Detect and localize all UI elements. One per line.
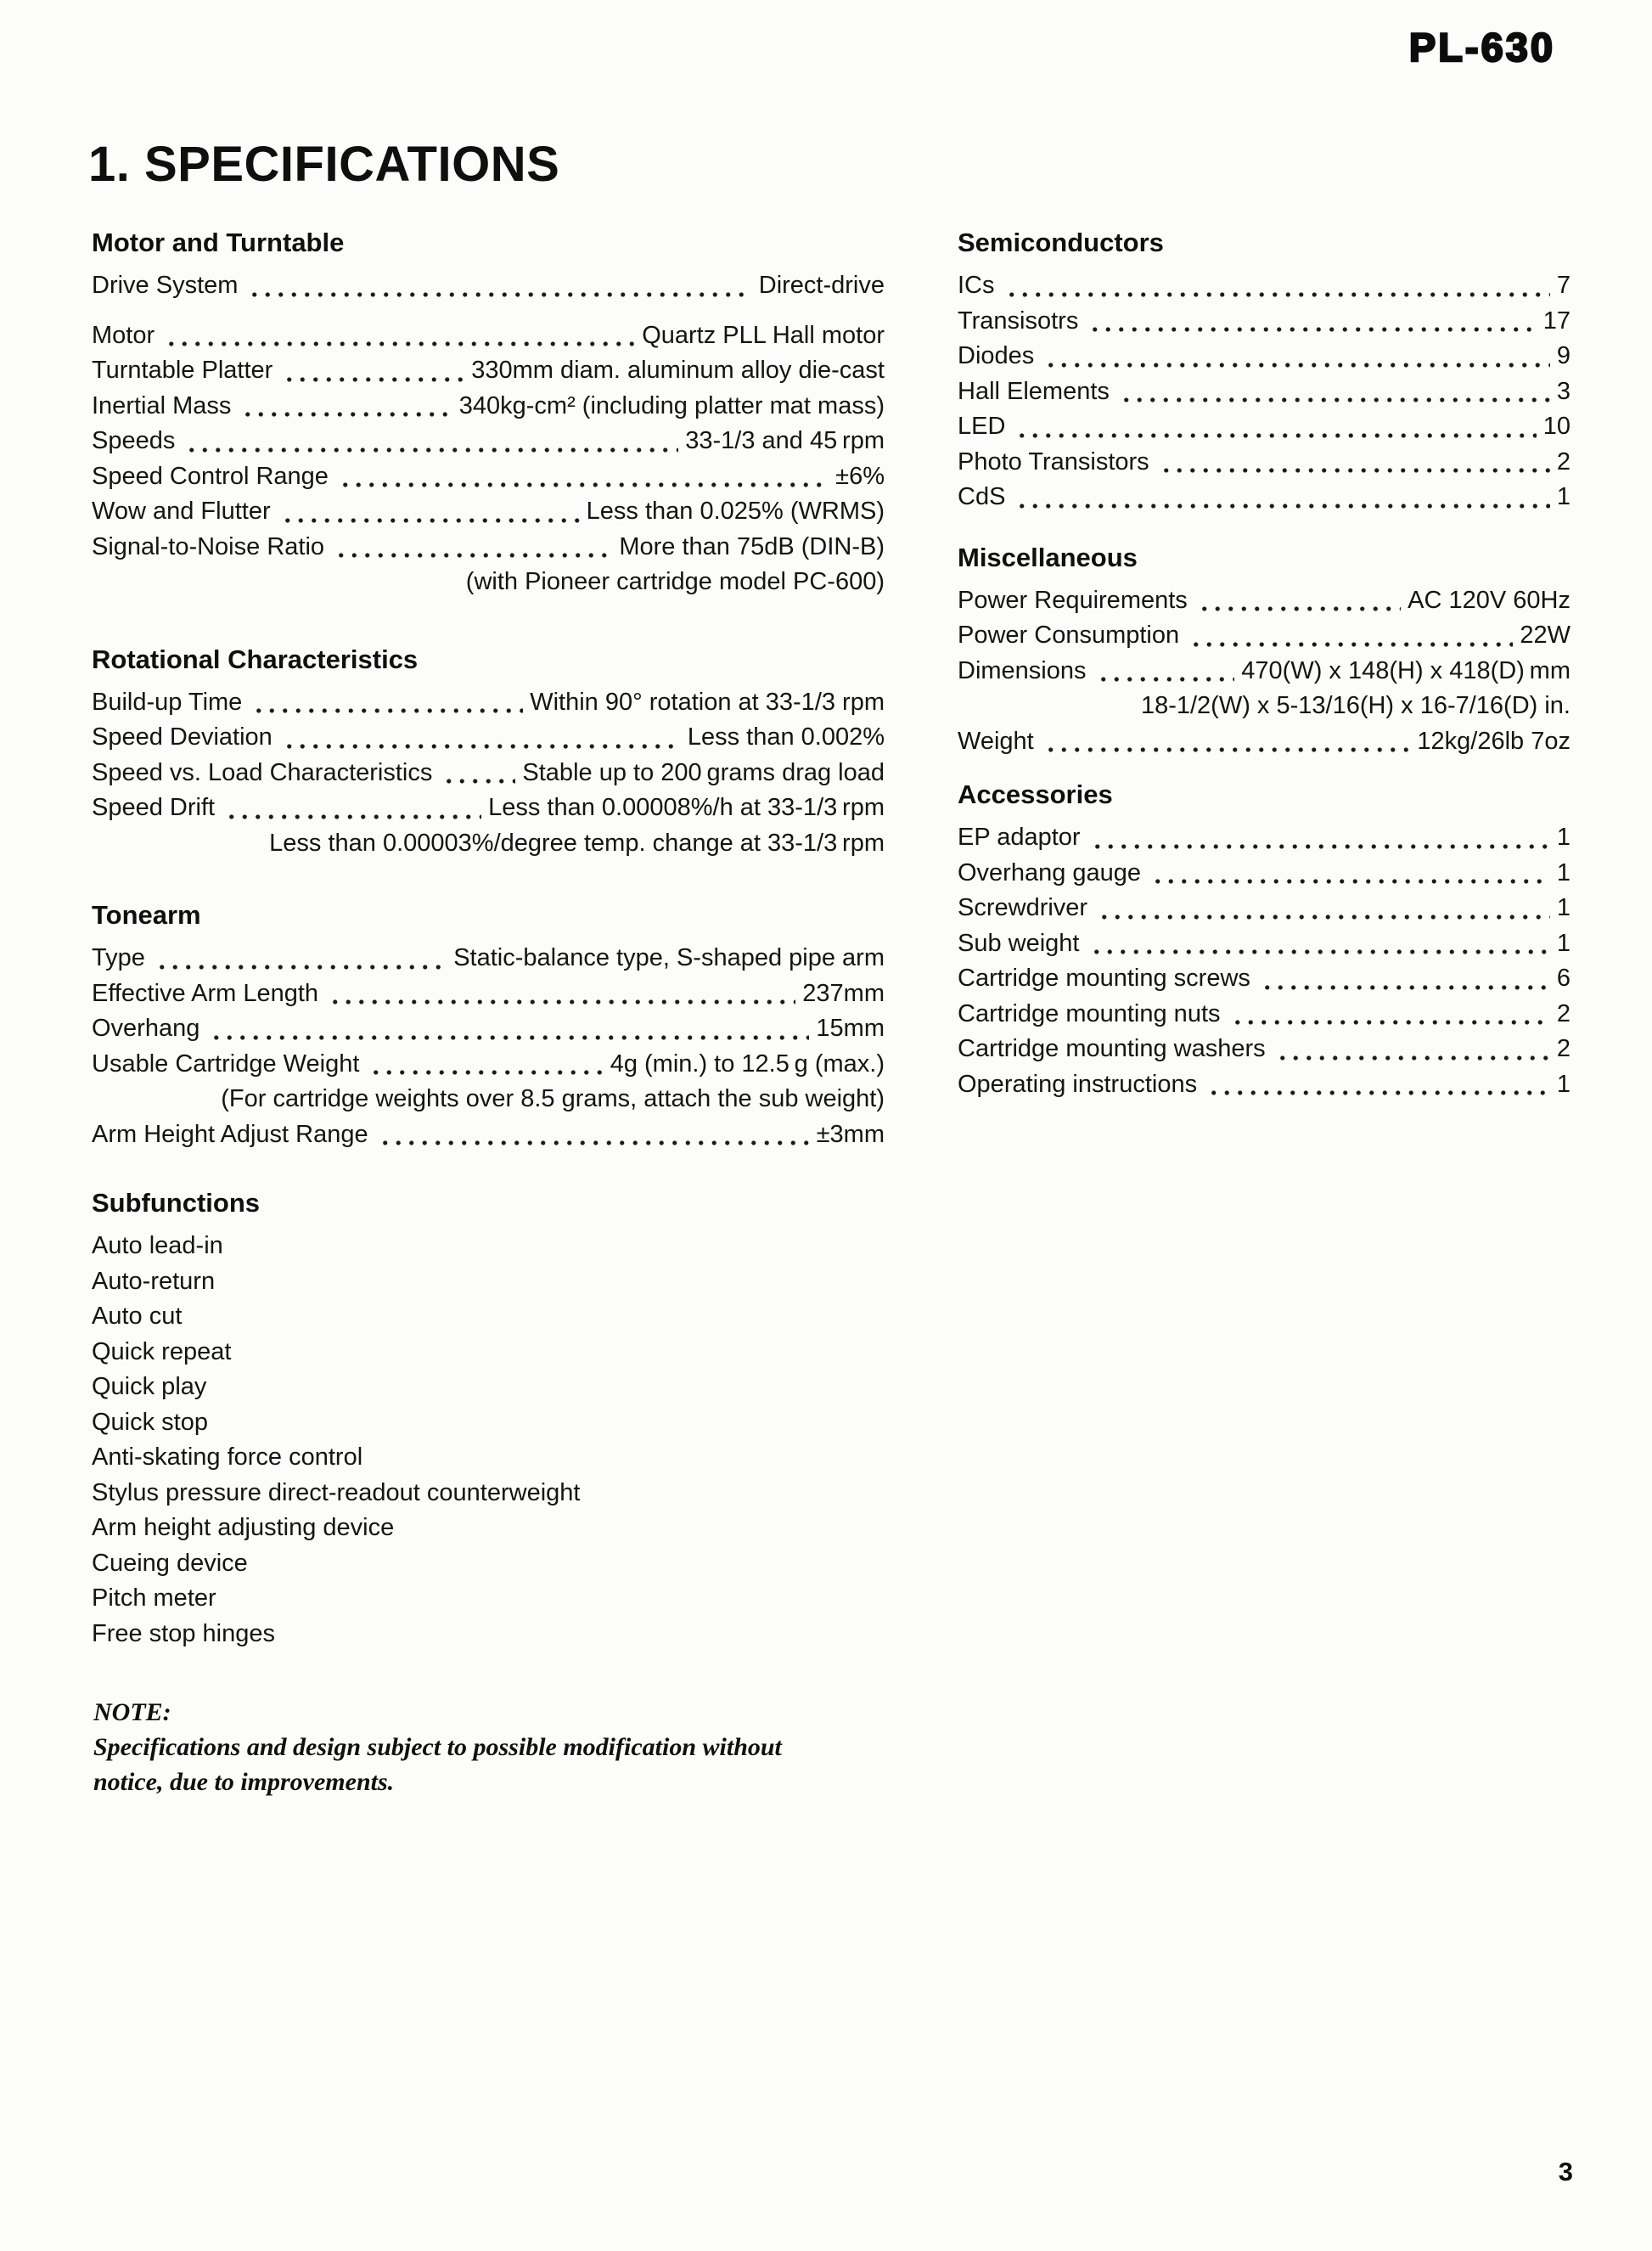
spec-row: [958, 654, 1571, 689]
dot-leader-icon: [1188, 618, 1513, 654]
spec-label: Cartridge mounting washers: [958, 1035, 1266, 1062]
dot-leader-icon: [1259, 961, 1550, 997]
spec-value: 1: [1556, 483, 1571, 510]
subfunction-item: Anti-skating force control: [92, 1443, 363, 1471]
dot-leader-icon: [1087, 304, 1536, 340]
section-accessories: [958, 779, 1571, 1102]
spec-row: [92, 1117, 885, 1153]
subfunction-item: Auto lead-in: [92, 1232, 223, 1259]
spec-row: [92, 424, 885, 459]
dot-leader-icon: [1196, 583, 1401, 619]
spec-row: [92, 530, 885, 566]
right-column: [958, 228, 1571, 1102]
spec-row: [958, 409, 1571, 445]
dot-leader-icon: [1118, 374, 1550, 410]
spec-value: 22W: [1520, 622, 1571, 649]
section-heading: Motor and Turntable: [92, 228, 345, 257]
spec-label: Drive System: [92, 272, 239, 299]
subfunction-item: Cueing device: [92, 1549, 248, 1577]
dot-leader-icon: [250, 685, 523, 721]
spec-value: Less than 0.025% (WRMS): [586, 498, 885, 525]
spec-value-continuation: (For cartridge weights over 8.5 grams, attach the sub weight): [221, 1085, 885, 1112]
subfunction-item: Pitch meter: [92, 1584, 216, 1612]
spec-value: AC 120V 60Hz: [1408, 586, 1571, 614]
spec-row: [958, 997, 1571, 1033]
section-heading: Accessories: [958, 779, 1113, 809]
spec-row: [958, 926, 1571, 962]
spec-label: Sub weight: [958, 929, 1080, 957]
spec-label: Speed Deviation: [92, 723, 273, 751]
spec-value: 15mm: [816, 1015, 885, 1042]
spec-label: Diodes: [958, 342, 1035, 369]
spec-row: [92, 389, 885, 425]
spec-row: [92, 1011, 885, 1047]
spec-value-continuation: Less than 0.00003%/degree temp. change at 33-1/3 rpm: [269, 829, 885, 857]
page-number: 3: [1558, 2157, 1574, 2186]
spec-label: Signal-to-Noise Ratio: [92, 532, 325, 560]
dot-leader-icon: [1095, 654, 1235, 689]
section-rotational-characteristics: [92, 644, 885, 862]
spec-value: Within 90° rotation at 33-1/3 rpm: [530, 688, 885, 716]
spec-row: [958, 891, 1571, 926]
subfunction-item: Free stop hinges: [92, 1619, 276, 1647]
spec-value-continuation: (with Pioneer cartridge model PC-600): [465, 568, 885, 595]
spec-label: Speed Drift: [92, 794, 216, 821]
dot-leader-icon: [327, 976, 795, 1012]
spec-value: 237mm: [802, 979, 885, 1007]
dot-leader-icon: [163, 318, 635, 354]
note-heading: NOTE:: [93, 1698, 171, 1726]
section-rows: [958, 820, 1571, 1102]
spec-row: [958, 1032, 1571, 1067]
section-rows: [92, 685, 885, 862]
spec-label: Cartridge mounting nuts: [958, 999, 1221, 1027]
dot-leader-icon: [377, 1117, 810, 1153]
spec-row: [958, 445, 1571, 481]
spec-row: [958, 1067, 1571, 1103]
spec-value: More than 75dB (DIN-B): [619, 532, 885, 560]
spec-label: LED: [958, 413, 1006, 440]
note-body: [93, 1730, 925, 1799]
spec-label: Overhang gauge: [958, 858, 1142, 886]
spec-label: ICs: [958, 272, 995, 299]
spec-value: 1: [1556, 929, 1571, 957]
spec-label: Speed vs. Load Characteristics: [92, 758, 433, 786]
dot-leader-icon: [239, 389, 452, 425]
dot-leader-icon: [1149, 856, 1550, 892]
subfunction-item: Stylus pressure direct-readout counterweight: [92, 1478, 581, 1506]
spec-row: [958, 961, 1571, 997]
spec-value: 10: [1542, 413, 1571, 440]
model-logo: PL-630: [1408, 25, 1555, 70]
dot-leader-icon: [1096, 891, 1550, 926]
spec-label: Hall Elements: [958, 377, 1110, 405]
spec-label: Speeds: [92, 427, 176, 454]
spec-label: Power Consumption: [958, 622, 1180, 649]
dot-leader-icon: [1042, 339, 1550, 374]
spec-value: 4g (min.) to 12.5 g (max.): [610, 1050, 885, 1078]
spec-value: 1: [1556, 858, 1571, 886]
spec-value: Quartz PLL Hall motor: [642, 321, 885, 349]
spec-row: [958, 583, 1571, 619]
section-rows: [92, 268, 885, 600]
spec-row: [92, 353, 885, 389]
spec-row: [958, 820, 1571, 856]
spec-row: [92, 268, 885, 304]
spec-value: 470(W) x 148(H) x 418(D) mm: [1241, 656, 1571, 684]
spec-label: Inertial Mass: [92, 391, 232, 419]
dot-leader-icon: [441, 756, 515, 791]
spec-value: ±6%: [835, 462, 885, 490]
section-rows: [92, 1229, 885, 1652]
spec-value: Stable up to 200 grams drag load: [522, 758, 885, 786]
subfunction-item: Quick play: [92, 1373, 207, 1400]
section-heading: Subfunctions: [92, 1188, 261, 1218]
dot-leader-icon: [1089, 820, 1550, 856]
spec-row: [958, 304, 1571, 340]
spec-value-continuation: 18-1/2(W) x 5-13/16(H) x 16-7/16(D) in.: [1140, 692, 1571, 719]
spec-value: Static-balance type, S-shaped pipe arm: [453, 944, 885, 971]
dot-leader-icon: [1003, 268, 1550, 304]
section-subfunctions: [92, 1188, 885, 1652]
section-semiconductors: [958, 228, 1571, 515]
spec-row: [958, 374, 1571, 410]
spec-row: [92, 685, 885, 721]
spec-label: Screwdriver: [958, 894, 1088, 921]
dot-leader-icon: [1205, 1067, 1550, 1103]
dot-leader-icon: [1274, 1032, 1550, 1067]
spec-value: 2: [1556, 447, 1571, 476]
spec-row: [958, 618, 1571, 654]
spec-value: Less than 0.00008%/h at 33-1/3 rpm: [488, 794, 885, 821]
spec-row: [958, 339, 1571, 374]
spec-row: [92, 1047, 885, 1083]
spec-value: 6: [1556, 965, 1571, 992]
spec-value: 3: [1556, 377, 1571, 405]
dot-leader-icon: [1014, 480, 1549, 515]
dot-leader-icon: [1088, 926, 1550, 962]
spec-label: Type: [92, 944, 145, 971]
section-tonearm: [92, 900, 885, 1152]
spec-row: [958, 724, 1571, 760]
spec-label: Speed Control Range: [92, 462, 329, 490]
dot-leader-icon: [1014, 409, 1536, 445]
spec-label: Photo Transistors: [958, 447, 1149, 476]
section-rows: [92, 941, 885, 1152]
spec-value: Direct-drive: [758, 272, 885, 299]
spec-label: Usable Cartridge Weight: [92, 1050, 360, 1078]
dot-leader-icon: [368, 1047, 603, 1083]
note: [93, 1695, 925, 1799]
spec-value: 330mm diam. aluminum alloy die-cast: [471, 357, 885, 384]
subfunction-item: Auto cut: [92, 1303, 183, 1330]
dot-leader-icon: [154, 941, 447, 976]
spec-label: Build-up Time: [92, 688, 243, 716]
spec-row: [958, 856, 1571, 892]
dot-leader-icon: [281, 720, 681, 756]
dot-leader-icon: [183, 424, 678, 459]
dot-leader-icon: [1158, 445, 1550, 481]
spec-row: [92, 976, 885, 1012]
section-rows: [958, 268, 1571, 515]
subfunction-item: Quick stop: [92, 1408, 208, 1436]
dot-leader-icon: [208, 1011, 809, 1047]
spec-value: 1: [1556, 824, 1571, 851]
note-line: notice, due to improvements.: [93, 1768, 395, 1796]
spec-label: Wow and Flutter: [92, 498, 271, 525]
spec-row: [92, 318, 885, 354]
spec-value: 9: [1556, 342, 1571, 369]
dot-leader-icon: [337, 459, 829, 495]
spec-label: Motor: [92, 321, 155, 349]
dot-leader-icon: [223, 791, 481, 826]
spec-label: Cartridge mounting screws: [958, 965, 1250, 992]
spec-row: [92, 459, 885, 495]
dot-leader-icon: [333, 530, 612, 566]
spec-label: Operating instructions: [958, 1070, 1198, 1098]
spec-label: CdS: [958, 483, 1006, 510]
dot-leader-icon: [246, 268, 751, 304]
spec-label: Effective Arm Length: [92, 979, 319, 1007]
spec-label: Overhang: [92, 1015, 200, 1042]
spec-row: [92, 720, 885, 756]
spec-label: Dimensions: [958, 656, 1087, 684]
subfunction-item: Auto-return: [92, 1267, 216, 1295]
section-rows: [958, 583, 1571, 760]
spec-label: Arm Height Adjust Range: [92, 1120, 368, 1148]
spec-value: 1: [1556, 1070, 1571, 1098]
dot-leader-icon: [281, 353, 464, 389]
spec-row: [958, 480, 1571, 515]
section-miscellaneous: [958, 543, 1571, 760]
dot-leader-icon: [279, 494, 580, 530]
spec-row: [92, 494, 885, 530]
spec-value: 12kg/26lb 7oz: [1417, 727, 1571, 755]
spec-label: Weight: [958, 727, 1034, 755]
spec-value: 17: [1542, 307, 1571, 335]
spec-value: Less than 0.002%: [687, 723, 885, 751]
spec-value: ±3mm: [816, 1120, 885, 1148]
spec-label: Turntable Platter: [92, 357, 273, 384]
section-motor-and-turntable: [92, 228, 885, 600]
subfunction-item: Quick repeat: [92, 1337, 232, 1365]
note-line: Specifications and design subject to possible modification without: [93, 1733, 782, 1761]
spec-value: 33-1/3 and 45 rpm: [685, 427, 885, 454]
left-column: [92, 228, 885, 1652]
section-heading: Tonearm: [92, 900, 201, 930]
spec-row: [92, 941, 885, 976]
section-heading: Miscellaneous: [958, 542, 1138, 572]
dot-leader-icon: [1229, 997, 1550, 1033]
spec-label: EP adaptor: [958, 824, 1081, 851]
spec-value: 2: [1556, 999, 1571, 1027]
spec-value: 1: [1556, 894, 1571, 921]
spec-value: 2: [1556, 1035, 1571, 1062]
spec-row: [92, 791, 885, 826]
spec-row: [958, 268, 1571, 304]
spec-value: 340kg-cm² (including platter mat mass): [458, 391, 885, 419]
spec-row: [92, 756, 885, 791]
section-heading: Semiconductors: [958, 228, 1164, 257]
section-heading: Rotational Characteristics: [92, 644, 419, 674]
spec-label: Power Requirements: [958, 586, 1188, 614]
spec-label: Transisotrs: [958, 307, 1079, 335]
subfunction-item: Arm height adjusting device: [92, 1514, 395, 1541]
page-title: 1. SPECIFICATIONS: [88, 137, 560, 192]
spec-value: 7: [1556, 272, 1571, 299]
dot-leader-icon: [1042, 724, 1411, 760]
